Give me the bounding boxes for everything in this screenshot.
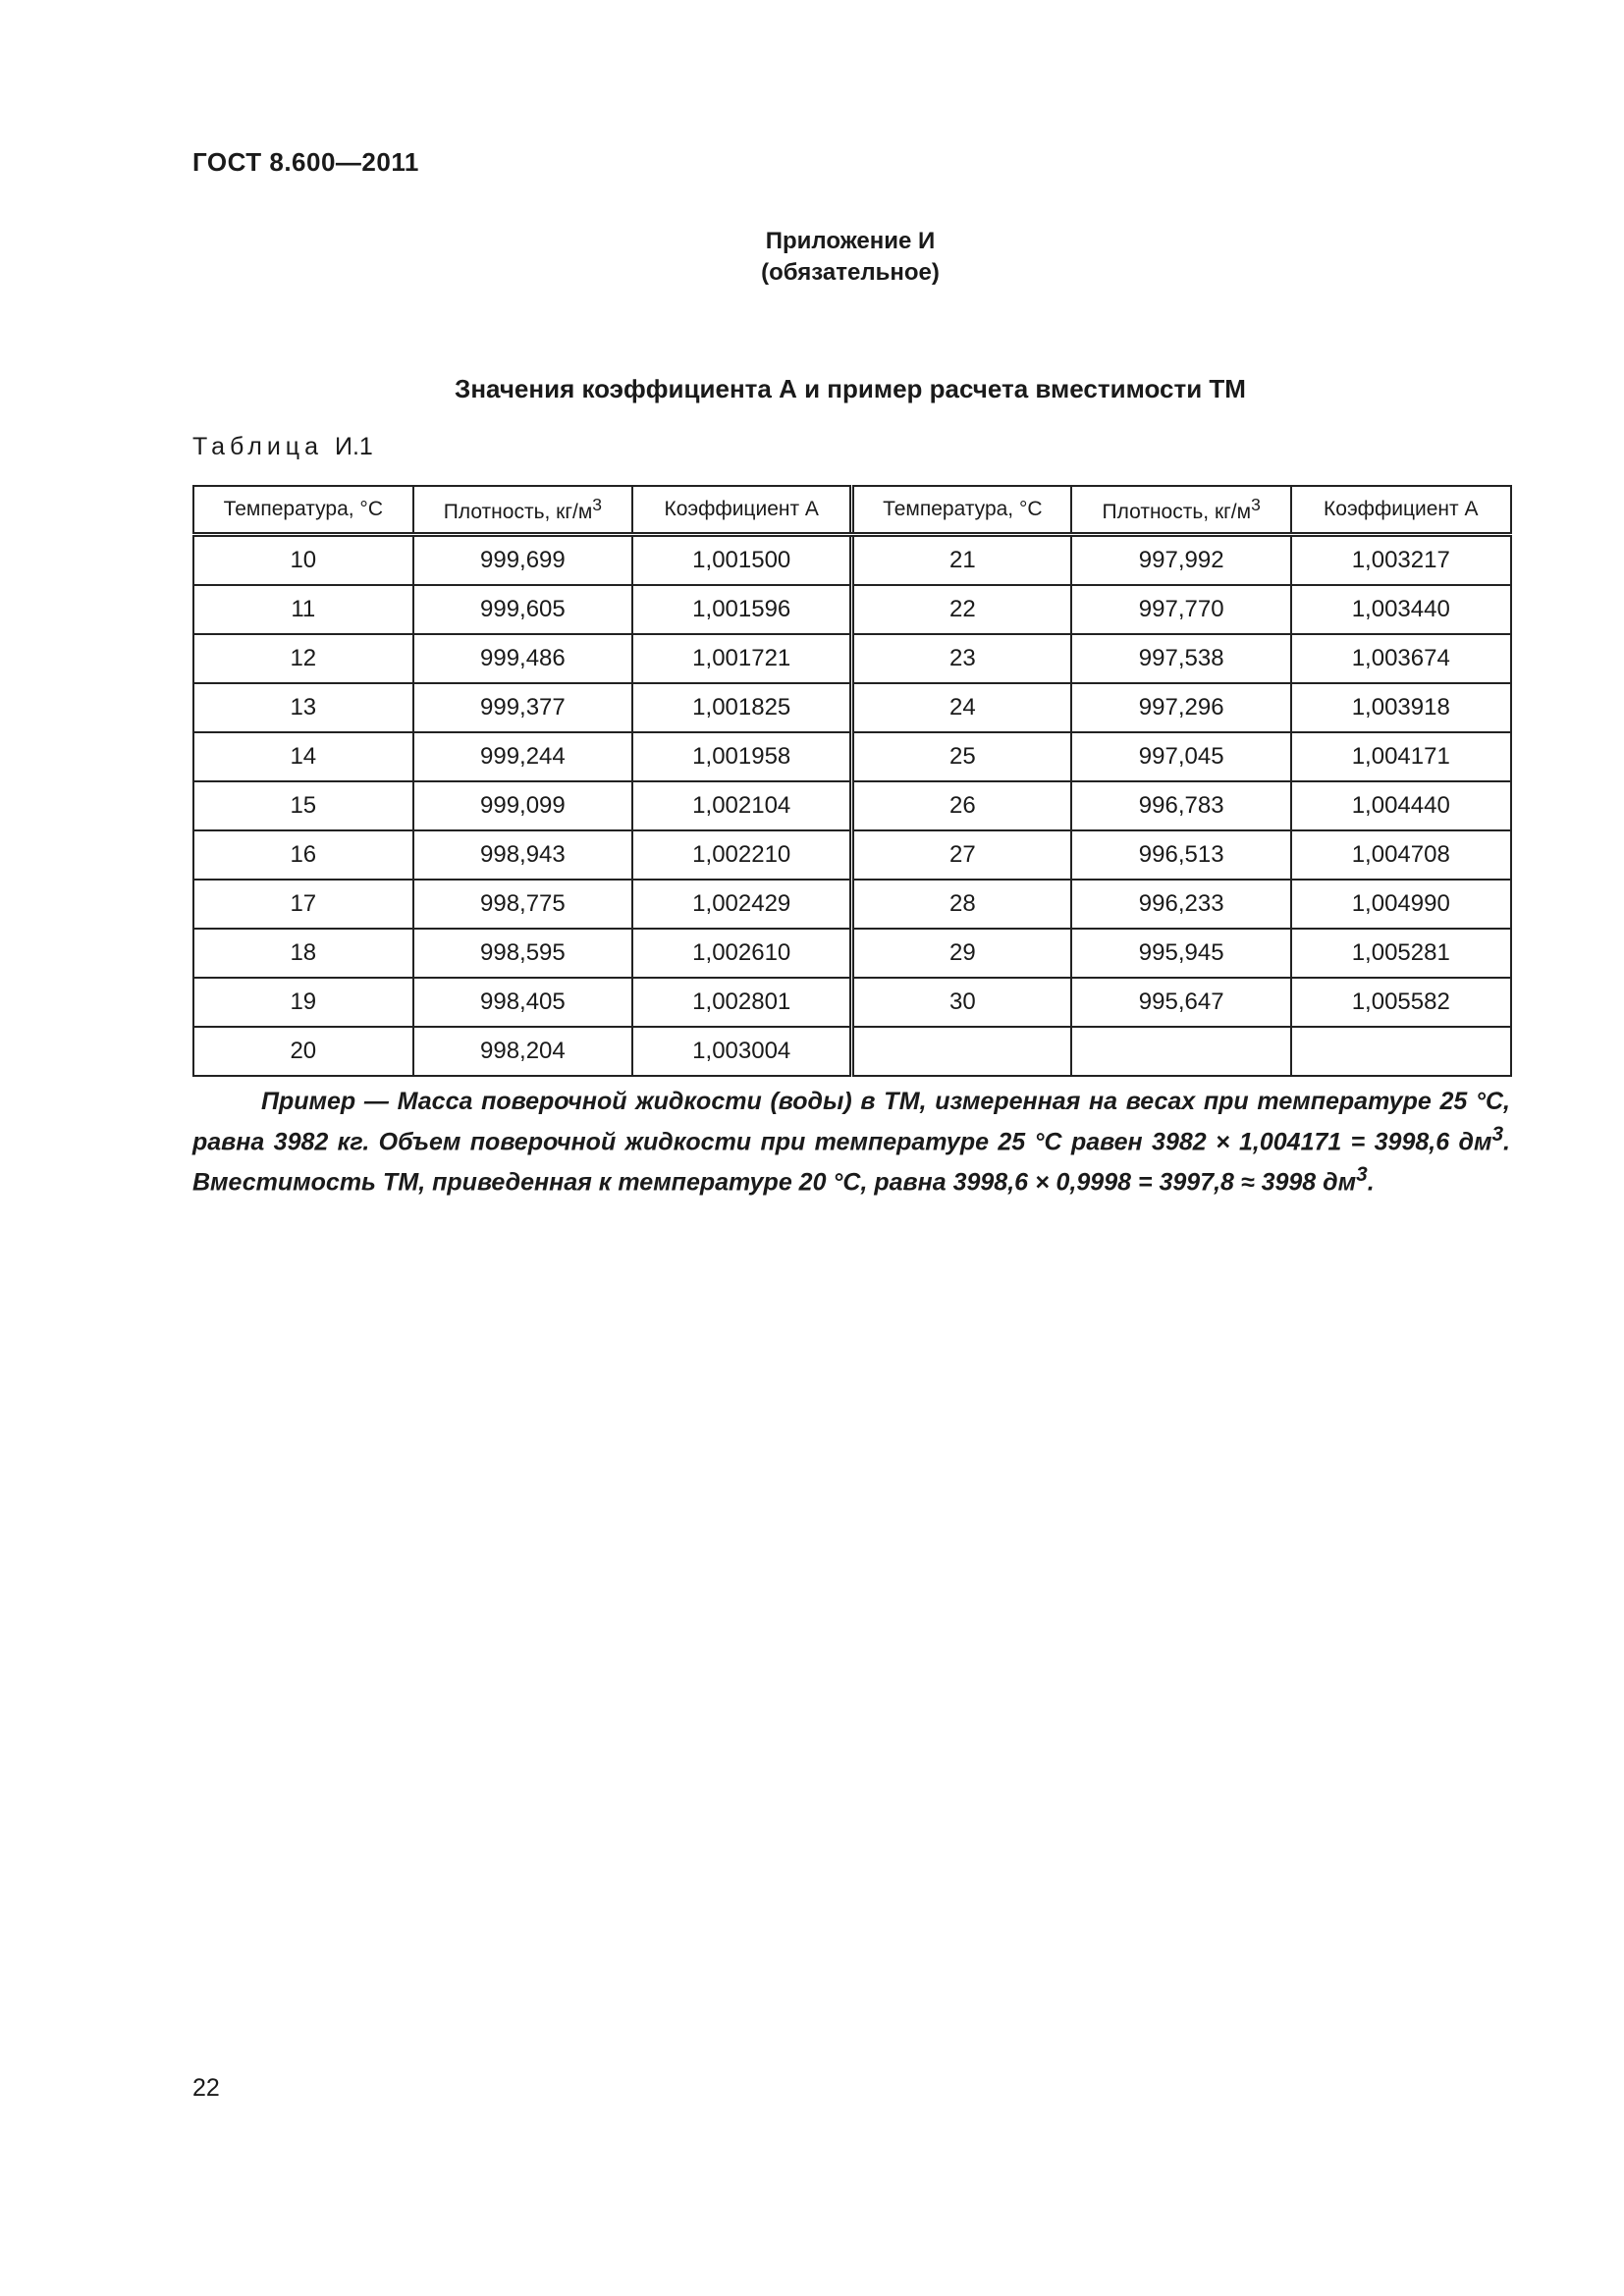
coefficient-cell: 1,003674: [1291, 634, 1511, 683]
temperature-cell: 27: [852, 830, 1072, 880]
density-cell: 997,296: [1071, 683, 1291, 732]
table-caption: [192, 433, 373, 461]
coefficient-cell: 1,003918: [1291, 683, 1511, 732]
temperature-cell: 23: [852, 634, 1072, 683]
density-cell: 997,045: [1071, 732, 1291, 781]
density-cell: 998,775: [413, 880, 633, 929]
header-coefficient-2: Коэффициент А: [1291, 486, 1511, 535]
temperature-cell: 24: [852, 683, 1072, 732]
density-cell: 999,699: [413, 535, 633, 586]
coefficient-cell: 1,002610: [632, 929, 852, 978]
table-caption-word: Таблица: [192, 433, 324, 460]
temperature-cell: 18: [193, 929, 413, 978]
temperature-cell: 25: [852, 732, 1072, 781]
coefficient-cell: 1,002104: [632, 781, 852, 830]
temperature-cell: 28: [852, 880, 1072, 929]
temperature-cell: 11: [193, 585, 413, 634]
temperature-cell: 14: [193, 732, 413, 781]
density-cell: 999,099: [413, 781, 633, 830]
density-cell: 998,204: [413, 1027, 633, 1076]
temperature-cell: 10: [193, 535, 413, 586]
coefficient-cell: 1,004990: [1291, 880, 1511, 929]
coefficient-cell: 1,003004: [632, 1027, 852, 1076]
temperature-cell: 20: [193, 1027, 413, 1076]
table-row: [193, 781, 1511, 830]
coefficient-cell: 1,001500: [632, 535, 852, 586]
coefficient-cell: 1,001596: [632, 585, 852, 634]
density-cell: 999,486: [413, 634, 633, 683]
temperature-cell: 13: [193, 683, 413, 732]
table-row: [193, 929, 1511, 978]
table-row: [193, 880, 1511, 929]
appendix-status: (обязательное): [761, 259, 940, 286]
density-cell: 997,992: [1071, 535, 1291, 586]
coefficient-cell: [1291, 1027, 1511, 1076]
example-sup-2: 3: [1356, 1163, 1368, 1187]
temperature-cell: 12: [193, 634, 413, 683]
density-cell: 998,595: [413, 929, 633, 978]
coefficient-cell: 1,002801: [632, 978, 852, 1027]
temperature-cell: 19: [193, 978, 413, 1027]
coefficient-cell: 1,001721: [632, 634, 852, 683]
coefficient-cell: 1,004440: [1291, 781, 1511, 830]
density-cell: 995,647: [1071, 978, 1291, 1027]
coefficient-cell: 1,001825: [632, 683, 852, 732]
temperature-cell: 16: [193, 830, 413, 880]
density-cell: 997,770: [1071, 585, 1291, 634]
coefficient-cell: 1,004171: [1291, 732, 1511, 781]
temperature-cell: 29: [852, 929, 1072, 978]
table-row: [193, 732, 1511, 781]
density-cell: 996,783: [1071, 781, 1291, 830]
table-caption-number: И.1: [334, 433, 373, 460]
table-row: [193, 830, 1511, 880]
header-density-1: Плотность, $кг/м^3$: [413, 486, 633, 535]
appendix-title: Приложение И: [765, 228, 936, 254]
section-title: Значения коэффициента А и пример расчета вместимости ТМ: [455, 374, 1246, 403]
coefficient-cell: 1,005281: [1291, 929, 1511, 978]
coefficient-cell: 1,002429: [632, 880, 852, 929]
appendix-heading: [192, 226, 1508, 289]
table-row: [193, 585, 1511, 634]
density-cell: 995,945: [1071, 929, 1291, 978]
table-row: [193, 535, 1511, 586]
calculation-example: [192, 1086, 1510, 1200]
example-text-3: .: [1367, 1168, 1375, 1197]
temperature-cell: 22: [852, 585, 1072, 634]
coefficient-cell: 1,002210: [632, 830, 852, 880]
header-temperature-1: Температура, °С: [193, 486, 413, 535]
density-cell: 999,244: [413, 732, 633, 781]
density-cell: [1071, 1027, 1291, 1076]
coefficient-cell: 1,004708: [1291, 830, 1511, 880]
example-text-1: Пример — Масса поверочной жидкости (воды) в ТМ, измеренная на весах при температуре 25 °С, равна 3982 кг. Объем поверочной жидкости при температуре 25 °С равен 3982 × 1,004171 = 3998,6 дм: [192, 1088, 1510, 1156]
density-cell: 999,605: [413, 585, 633, 634]
table-row: [193, 683, 1511, 732]
temperature-cell: [852, 1027, 1072, 1076]
table-row: [193, 634, 1511, 683]
temperature-cell: 26: [852, 781, 1072, 830]
table-header-row: [193, 486, 1511, 535]
coefficient-cell: 1,003217: [1291, 535, 1511, 586]
density-cell: 998,943: [413, 830, 633, 880]
density-cell: 996,233: [1071, 880, 1291, 929]
density-cell: 997,538: [1071, 634, 1291, 683]
coefficient-cell: 1,001958: [632, 732, 852, 781]
density-cell: 999,377: [413, 683, 633, 732]
table-row: [193, 1027, 1511, 1076]
density-coefficient-table: [192, 485, 1512, 1077]
document-code: ГОСТ 8.600—2011: [192, 147, 419, 177]
temperature-cell: 30: [852, 978, 1072, 1027]
example-sup-1: 3: [1491, 1123, 1504, 1146]
table-row: [193, 978, 1511, 1027]
temperature-cell: 21: [852, 535, 1072, 586]
header-coefficient-1: Коэффициент А: [632, 486, 852, 535]
temperature-cell: 15: [193, 781, 413, 830]
density-cell: 998,405: [413, 978, 633, 1027]
example-text-2: . Вместимость ТМ, приведенная к температуре 20 °С, равна 3998,6 × 0,9998 = 3997,8 ≈ 3998 дм: [192, 1128, 1510, 1197]
coefficient-cell: 1,003440: [1291, 585, 1511, 634]
density-cell: 996,513: [1071, 830, 1291, 880]
coefficient-cell: 1,005582: [1291, 978, 1511, 1027]
page-number: 22: [192, 2074, 220, 2102]
temperature-cell: 17: [193, 880, 413, 929]
header-density-2: Плотность, $кг/м^3$: [1071, 486, 1291, 535]
header-temperature-2: Температура, °С: [852, 486, 1072, 535]
